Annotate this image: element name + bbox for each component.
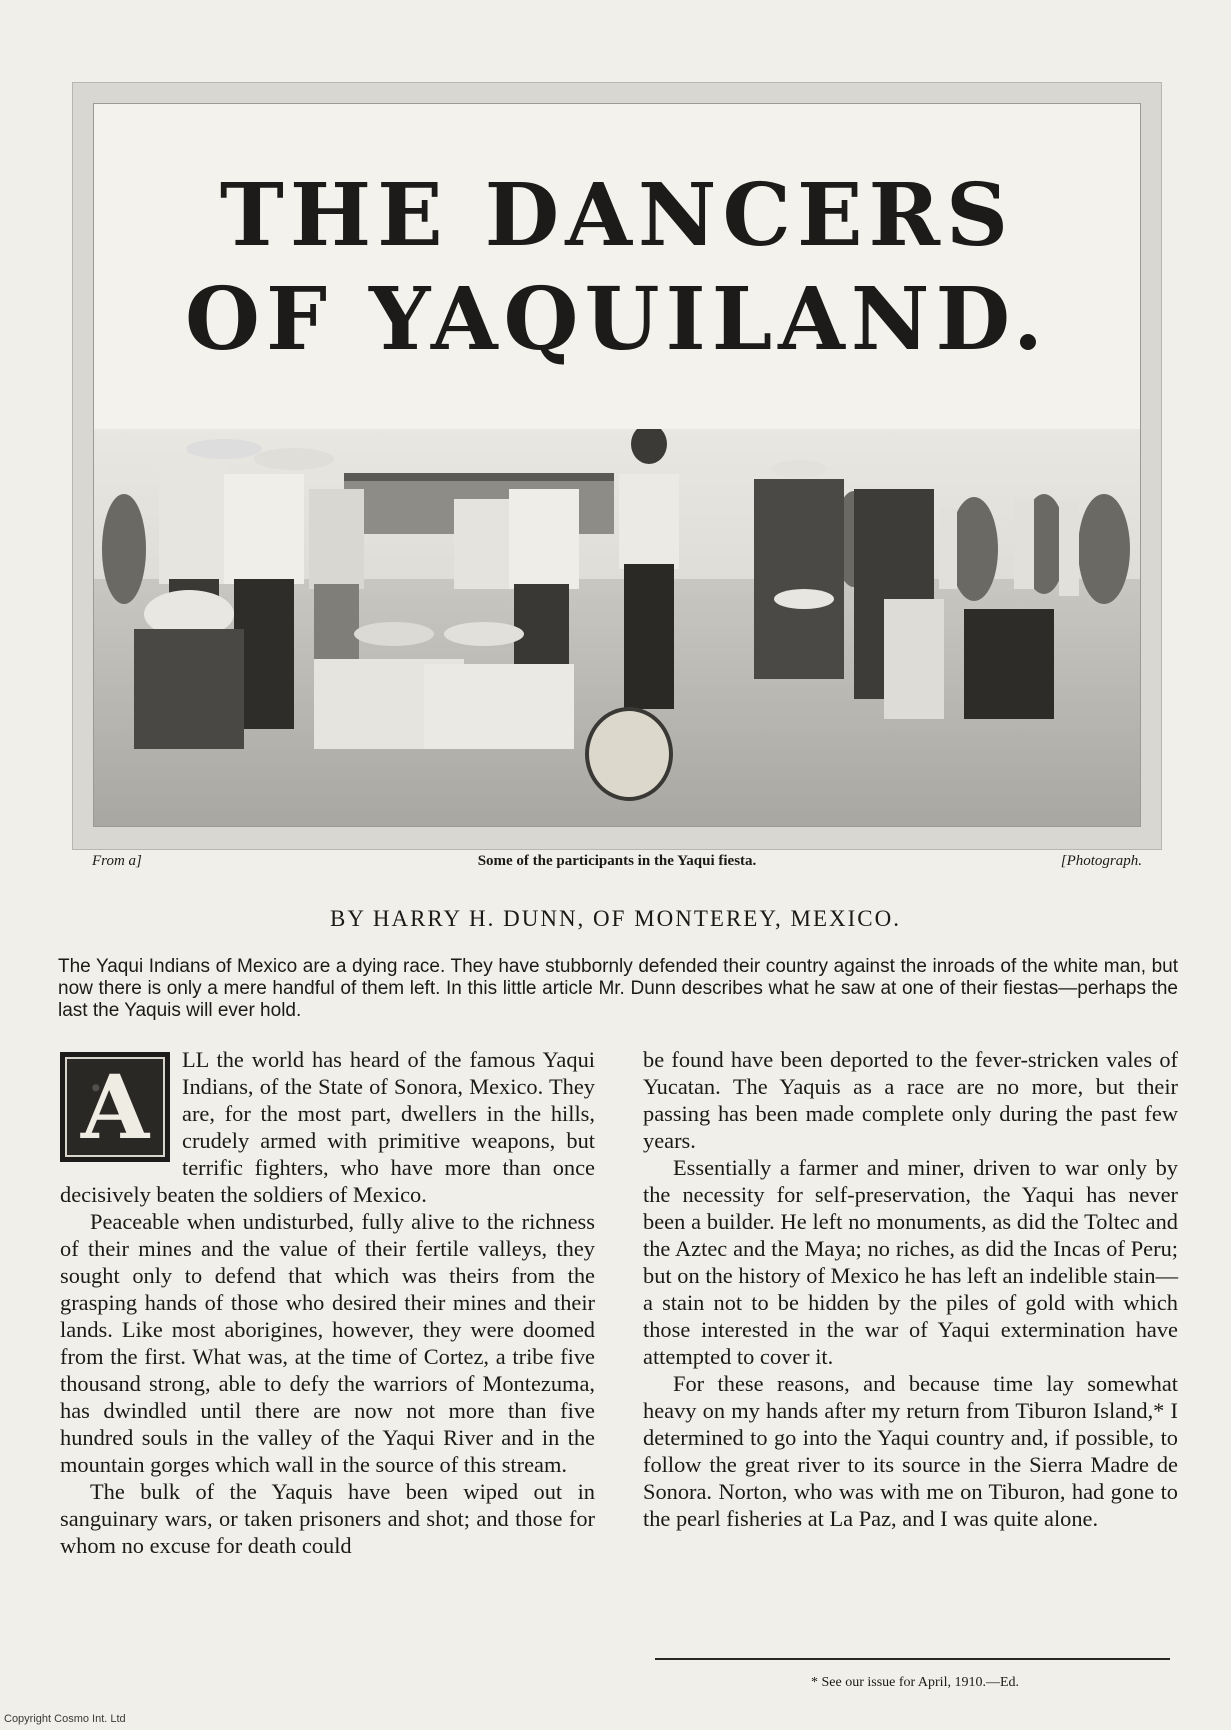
intro-paragraph: The Yaqui Indians of Mexico are a dying race. They have stubbornly defended their country against the inroads of the white man, but now there is only a mere handful of them left. In this little article Mr. Dunn describes what he saw at one of their fiestas—perhaps the last the Yaquis will ever hold.: [58, 956, 1178, 1021]
caption-text: Some of the participants in the Yaqui fiesta.: [477, 853, 757, 869]
body-paragraph: LL the world has heard of the famous Yaqui Indians, of the State of Sonora, Mexico. They are, for the most part, dwellers in the hills, crudely armed with primitive weapons, but terrific fighters, who have more than once decisively beaten the soldiers of Mexico.: [60, 1047, 595, 1207]
body-paragraph: Peaceable when undisturbed, fully alive to the richness of their mines and the value of their fertile valleys, they sought only to defend that which was theirs from the grasping hands of those who desired their mines and their lands. Like most aborigines, however, they were doomed from the first. What was, at the time of Cortez, a tribe five thousand strong, able to defy the warriors of Montezuma, has dwindled until there are now not more than five hundred souls in the valley of the Yaqui River and in the mountain gorges which wall in the source of this stream.: [60, 1209, 595, 1477]
byline: BY HARRY H. DUNN, OF MONTEREY, MEXICO.: [330, 906, 901, 931]
dropcap-letter: A: [80, 1055, 150, 1159]
article-title: [94, 164, 1140, 372]
dropcap-ornament: [60, 1052, 170, 1162]
body-paragraph: For these reasons, and because time lay somewhat heavy on my hands after my return from Tiburon Island,* I determined to go into the Yaqui country and, if possible, to follow the great river to its source in the Sierra Madre de Sonora. Norton, who was with me on Tiburon, had gone to the pearl fisheries at La Paz, and I was quite alone.: [643, 1371, 1178, 1531]
caption-credit-left: From a]: [92, 853, 142, 869]
body-paragraph: be found have been deported to the fever-stricken vales of Yucatan. The Yaquis as a race are no more, but their passing has been made complete only during the past few years.: [643, 1047, 1178, 1153]
header-plate: [72, 82, 1162, 850]
body-paragraph: Essentially a farmer and miner, driven to war only by the necessity for self-preservation, the Yaqui has never been a builder. He left no monuments, as did the Toltec and the Aztec and the Maya; no riches, as did the Incas of Peru; but on the history of Mexico he has left an indelible stain—a stain not to be hidden by the piles of gold with which those interested in the war of Yaqui extermination have attempted to cover it.: [643, 1155, 1178, 1369]
footnote-rule: [655, 1658, 1170, 1660]
copyright-watermark: Copyright Cosmo Int. Ltd: [4, 1713, 126, 1725]
footnote: * See our issue for April, 1910.—Ed.: [810, 1675, 1020, 1690]
right-column: [643, 1046, 1178, 1532]
caption-credit-right: [Photograph.: [1060, 853, 1142, 869]
title-line-2: OF YAQUILAND.: [185, 269, 1049, 370]
title-line-1: THE DANCERS: [219, 165, 1015, 266]
body-paragraph: The bulk of the Yaquis have been wiped out in sanguinary wars, or taken prisoners and shot; and those for whom no excuse for death could: [60, 1479, 595, 1558]
header-plate-inner: [93, 103, 1141, 827]
photo-caption: [92, 853, 1142, 877]
left-column: [60, 1046, 595, 1559]
fiesta-photograph: [94, 429, 1140, 826]
